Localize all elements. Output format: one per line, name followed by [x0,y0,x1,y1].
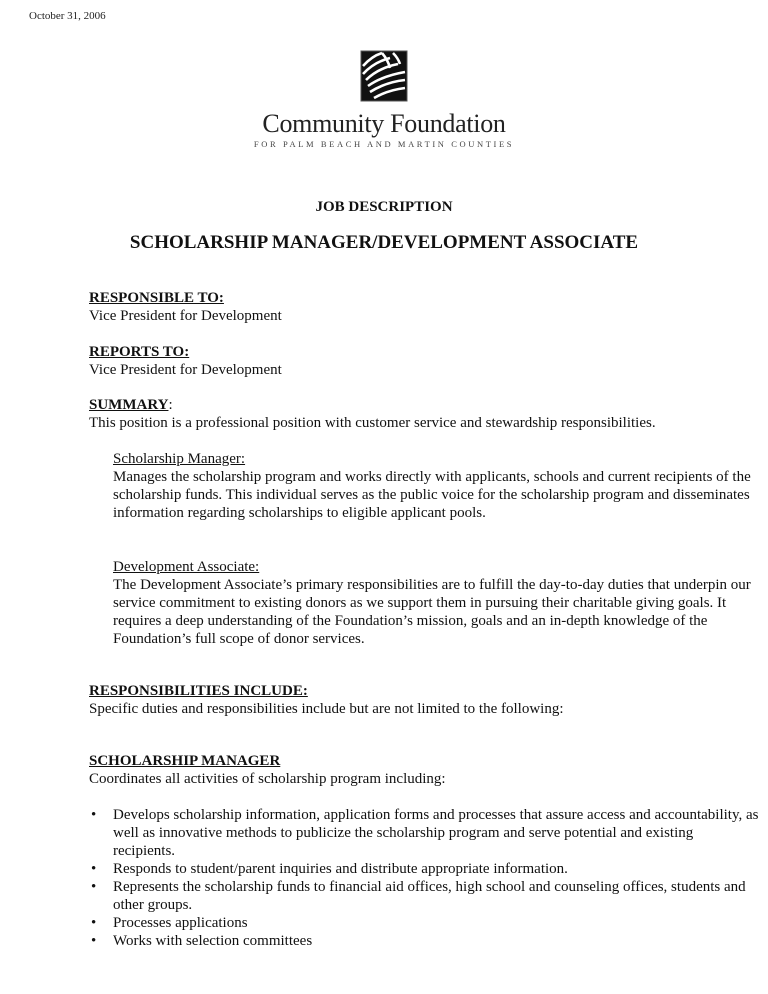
development-associate-summary [113,558,753,648]
bullet-icon: • [91,879,97,895]
responsible-to-value: Vice President for Development [89,308,282,324]
summary-section [89,396,749,432]
summary-colon: : [168,397,173,413]
scholarship-manager-intro: Coordinates all activities of scholarship program including: [89,771,446,787]
scholarship-manager-label: Scholarship Manager: [113,451,246,467]
responsibilities-section [89,682,749,718]
responsible-to-label: RESPONSIBLE TO: [89,290,224,306]
bullet-icon: • [91,933,97,949]
bullet-icon: • [91,807,97,823]
reports-to-section [89,343,749,379]
bullet-icon: • [91,915,97,931]
responsible-to-section [89,289,749,325]
list-item: • Responds to student/parent inquiries and distribute appropriate information. [91,861,568,877]
reports-to-label: REPORTS TO: [89,344,190,360]
summary-text: This position is a professional position with customer service and stewardship responsibilities. [89,415,656,431]
list-item: • Develops scholarship information, application forms and processes that assure access and accountability, as well as innovative methods to publicize the scholarship program and serve potential and existing recipients. [91,807,759,859]
responsibilities-text: Specific duties and responsibilities include but are not limited to the following: [89,701,564,717]
fan-sunburst-logo-icon [360,50,408,102]
bullet-icon: • [91,861,97,877]
organization-name: Community Foundation [262,109,506,138]
duties-list [89,806,759,950]
scholarship-manager-text: Manages the scholarship program and works directly with applicants, schools and current recipients of the scholarship funds. This individual serves as the public voice for the scholarship program and disseminates information regarding scholarships to eligible applicant pools. [113,469,751,521]
organization-subtitle: FOR PALM BEACH AND MARTIN COUNTIES [253,139,515,149]
summary-label: SUMMARY [89,397,169,413]
list-item: • Processes applications [91,915,248,931]
job-title: SCHOLARSHIP MANAGER/DEVELOPMENT ASSOCIATE [129,232,639,253]
scholarship-manager-heading: SCHOLARSHIP MANAGER [89,753,281,769]
organization-logo [0,50,768,107]
scholarship-manager-section [89,752,749,788]
development-associate-label: Development Associate: [113,559,260,575]
reports-to-value: Vice President for Development [89,362,282,378]
document-date: October 31, 2006 [29,10,106,22]
document-heading: JOB DESCRIPTION [315,199,453,215]
development-associate-text: The Development Associate’s primary responsibilities are to fulfill the day-to-day duties that underpin our service commitment to existing donors as we support them in pursuing their charitable giving goals. It requires a deep understanding of the Foundation’s mission, goals and an in-depth knowledge of the Foundation’s full scope of donor services. [113,577,751,647]
scholarship-manager-summary [113,450,753,522]
scholarship-manager-duties [89,806,759,950]
list-item: • Represents the scholarship funds to financial aid offices, high school and counseling offices, students and other groups. [91,879,746,913]
responsibilities-label: RESPONSIBILITIES INCLUDE: [89,683,308,699]
list-item: • Works with selection committees [91,933,313,949]
